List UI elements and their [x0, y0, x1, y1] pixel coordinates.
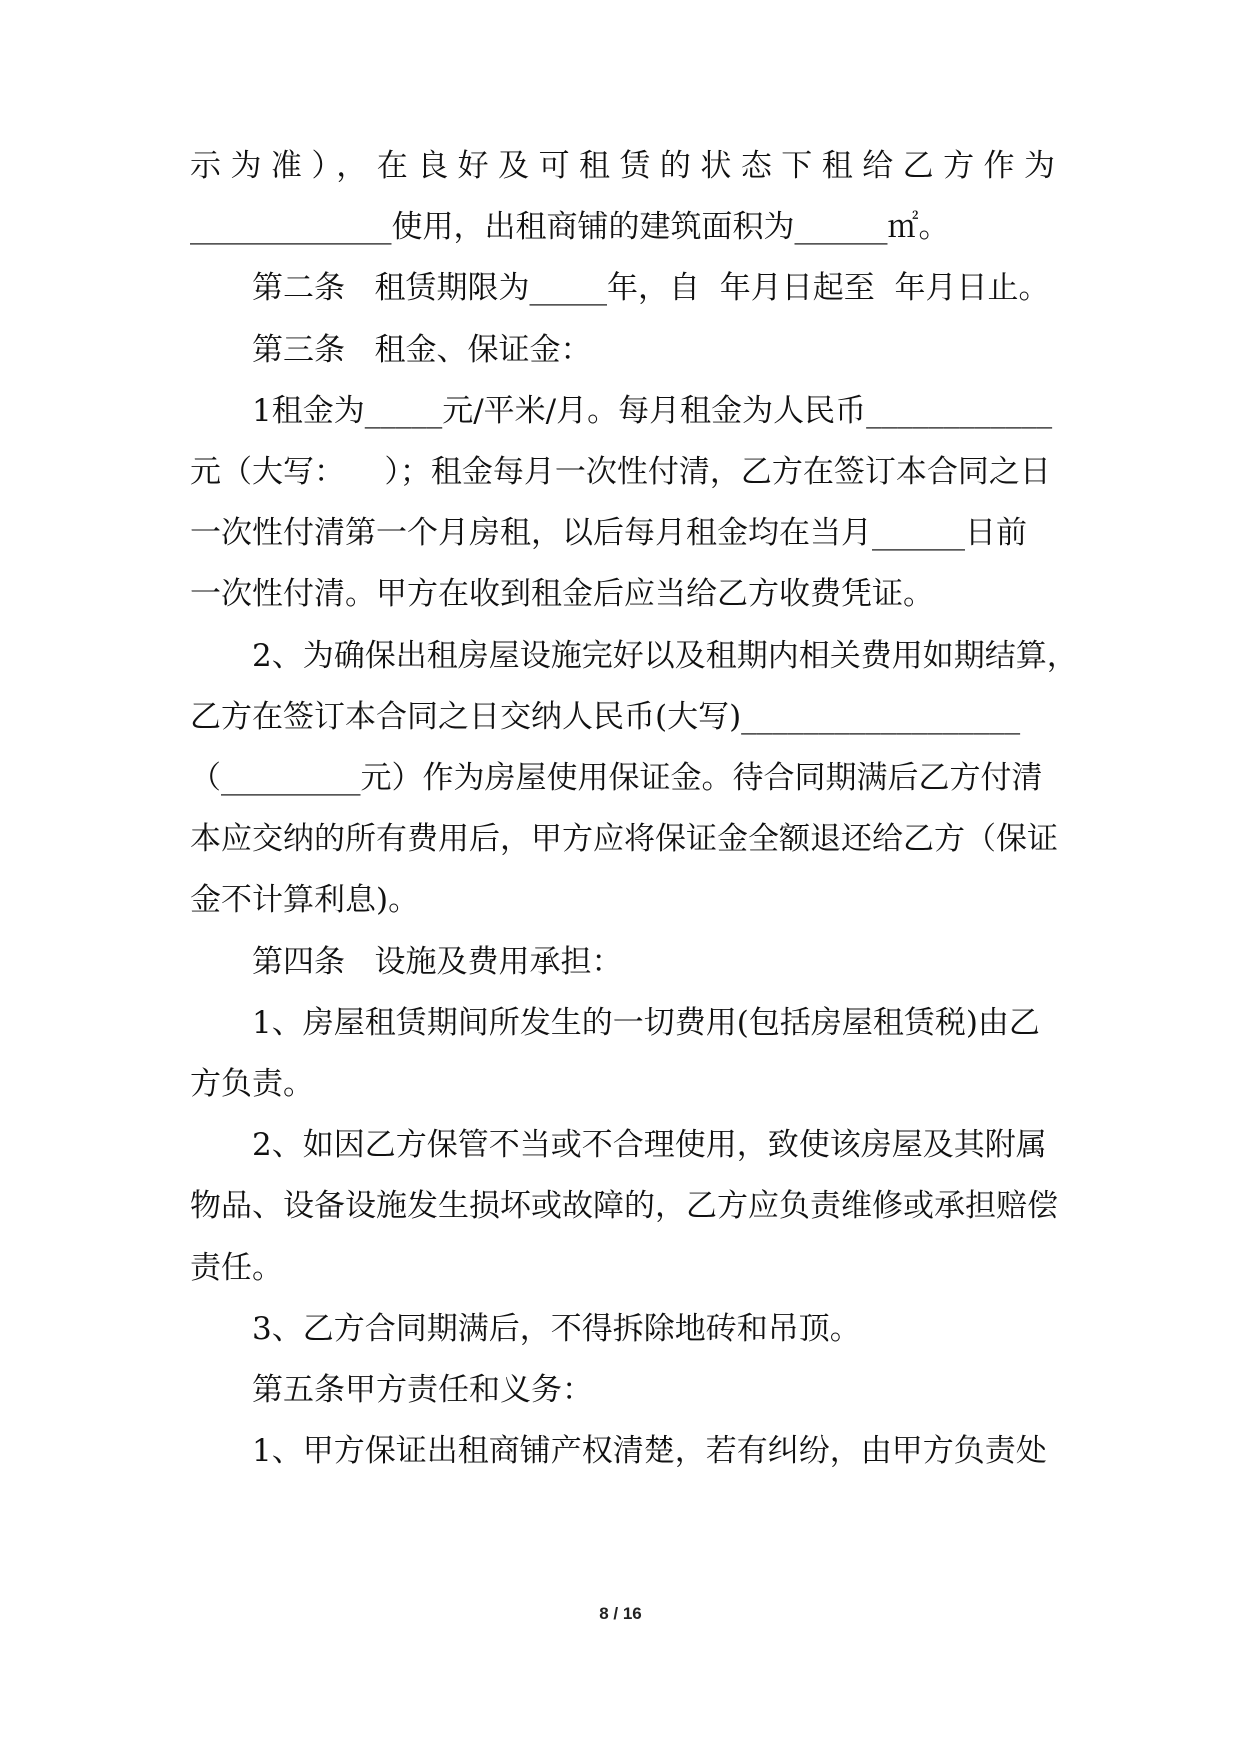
text-line: 第三条 租金、保证金：: [252, 332, 592, 368]
text-line: 1、房屋租赁期间所发生的一切费用(包括房屋租赁税)由乙: [252, 1005, 1040, 1041]
text-line: 1、甲方保证出租商铺产权清楚，若有纠纷，由甲方负责处: [252, 1433, 1047, 1469]
text-line: （_________元）作为房屋使用保证金。待合同期满后乙方付清: [190, 760, 1043, 796]
text-line: 一次性付清。甲方在收到租金后应当给乙方收费凭证。: [190, 576, 934, 612]
text-line: _____________使用，出租商铺的建筑面积为______㎡。: [190, 209, 950, 245]
text-line: 乙方在签订本合同之日交纳人民币(大写)__________________: [190, 699, 1021, 735]
text-line: 物品、设备设施发生损坏或故障的，乙方应负责维修或承担赔偿: [190, 1188, 1058, 1224]
page-number: 8 / 16: [599, 1604, 642, 1623]
text-line: 金不计算利息)。: [190, 882, 420, 918]
text-line: 2、如因乙方保管不当或不合理使用，致使该房屋及其附属: [252, 1127, 1047, 1163]
text-line: 元（大写： ）；租金每月一次性付清，乙方在签订本合同之日: [190, 454, 1051, 490]
text-line: 一次性付清第一个月房租，以后每月租金均在当月______日前: [190, 515, 1027, 551]
text-line: 责任。: [190, 1250, 283, 1286]
text-line: 2、为确保出租房屋设施完好以及租期内相关费用如期结算，: [252, 638, 1078, 674]
text-line: 第五条甲方责任和义务：: [252, 1372, 593, 1408]
text-line: 第二条 租赁期限为_____年，自 年月日起至 年月日止。: [252, 270, 1050, 306]
text-line: 方负责。: [190, 1066, 314, 1102]
text-line: 本应交纳的所有费用后，甲方应将保证金全额退还给乙方（保证: [190, 821, 1058, 857]
text-line: 3、乙方合同期满后，不得拆除地砖和吊顶。: [252, 1311, 861, 1347]
text-line: 第四条 设施及费用承担：: [252, 944, 623, 980]
text-line: 示为准），在良好及可租赁的状态下租给乙方作为: [190, 148, 1055, 184]
text-line: 1租金为_____元/平米/月。每月租金为人民币____________: [252, 393, 1053, 429]
